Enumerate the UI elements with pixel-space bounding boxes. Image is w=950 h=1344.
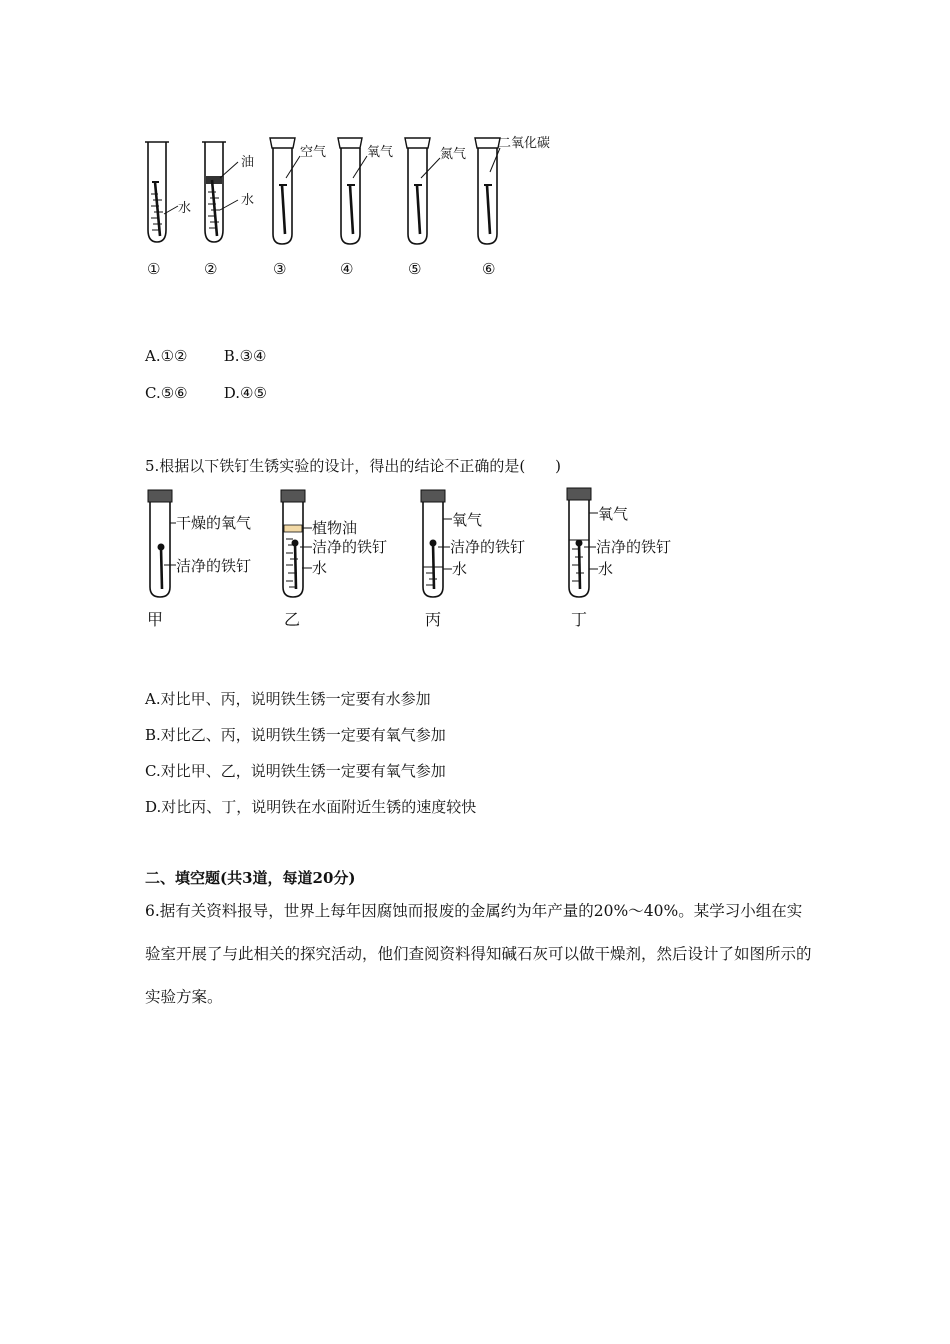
bing-label-water: 水: [452, 560, 468, 578]
tube-bing-name: 丙: [425, 610, 442, 629]
tube-2: [202, 142, 254, 278]
tube-3-number: ③: [273, 260, 287, 278]
tube-5-label-nitrogen: 氮气: [440, 147, 467, 162]
yi-label-clean-nail: 洁净的铁钉: [312, 538, 388, 556]
tube-2-label-oil: 油: [241, 155, 255, 170]
tube-6-number: ⑥: [482, 260, 496, 278]
jia-label-clean-nail: 洁净的铁钉: [176, 557, 252, 575]
tube-yi-name: 乙: [284, 610, 301, 629]
jia-label-dry-oxygen: 干燥的氧气: [176, 514, 252, 532]
tube-yi: [281, 490, 387, 629]
q4-option-a: [145, 347, 219, 365]
tube-ding-name: 丁: [571, 610, 588, 629]
q5-option-d: D.对比丙、丁，说明铁在水面附近生锈的速度较快: [145, 798, 477, 816]
bing-label-clean-nail: 洁净的铁钉: [450, 538, 526, 556]
option-text: ①②: [160, 347, 188, 365]
option-letter: A.: [145, 347, 161, 365]
option-text: ④⑤: [240, 384, 267, 402]
bing-label-oxygen: 氧气: [452, 511, 483, 529]
figure-1-test-tubes: [140, 130, 580, 285]
ding-label-oxygen: 氧气: [598, 505, 629, 523]
section-2-heading: 二、填空题(共3道，每道20分): [145, 869, 356, 887]
q5-option-b: B.对比乙、丙，说明铁生锈一定要有氧气参加: [145, 726, 446, 744]
tube-ding: [567, 488, 671, 629]
tube-1-label-water: 水: [178, 201, 192, 216]
q6-paragraph: 6.据有关资料报导，世界上每年因腐蚀而报废的金属约为年产量的20%～40%。某学习小组在实验室开展了与此相关的探究活动，他们查阅资料得知碱石灰可以做干燥剂，然后设计了如图所示的实验方案。: [145, 902, 812, 1006]
yi-label-vegetable-oil: 植物油: [312, 519, 358, 537]
tube-5-number: ⑤: [408, 260, 422, 278]
tube-3: [270, 138, 326, 278]
q4-options-row-1: [145, 347, 266, 365]
q5-option-c: C.对比甲、乙，说明铁生锈一定要有氧气参加: [145, 762, 446, 780]
yi-label-water: 水: [312, 559, 328, 577]
option-letter: D.: [223, 384, 241, 402]
tube-6-label-co2: 二氧化碳: [498, 136, 551, 151]
q5-option-a: A.对比甲、丙，说明铁生锈一定要有水参加: [145, 690, 431, 708]
ding-label-water: 水: [598, 560, 614, 578]
option-letter: B.: [223, 347, 240, 365]
tube-4-label-oxygen: 氧气: [367, 145, 394, 160]
tube-5: [405, 138, 466, 278]
tube-3-label-air: 空气: [300, 145, 327, 160]
tube-1: [145, 142, 191, 278]
q4-option-c: [145, 384, 219, 402]
tube-jia-name: 甲: [147, 610, 164, 629]
tube-6: [475, 135, 550, 278]
tube-2-number: ②: [204, 260, 218, 278]
option-text: ③④: [239, 347, 267, 365]
tube-bing: [421, 490, 525, 629]
q4-options-row-2: [145, 384, 267, 402]
tube-4: [338, 138, 393, 278]
option-letter: C.: [145, 384, 161, 402]
option-text: ⑤⑥: [160, 384, 188, 402]
tube-4-number: ④: [340, 260, 354, 278]
q4-option-b: [224, 347, 267, 365]
tube-jia: [147, 490, 251, 629]
tube-2-label-water: 水: [241, 193, 255, 208]
q5-stem: 5.根据以下铁钉生锈实验的设计，得出的结论不正确的是( ): [145, 457, 562, 475]
tube-1-number: ①: [147, 260, 161, 278]
figure-2-nail-rusting: [140, 485, 720, 635]
ding-label-clean-nail: 洁净的铁钉: [596, 538, 672, 556]
q4-option-d: [224, 384, 267, 402]
